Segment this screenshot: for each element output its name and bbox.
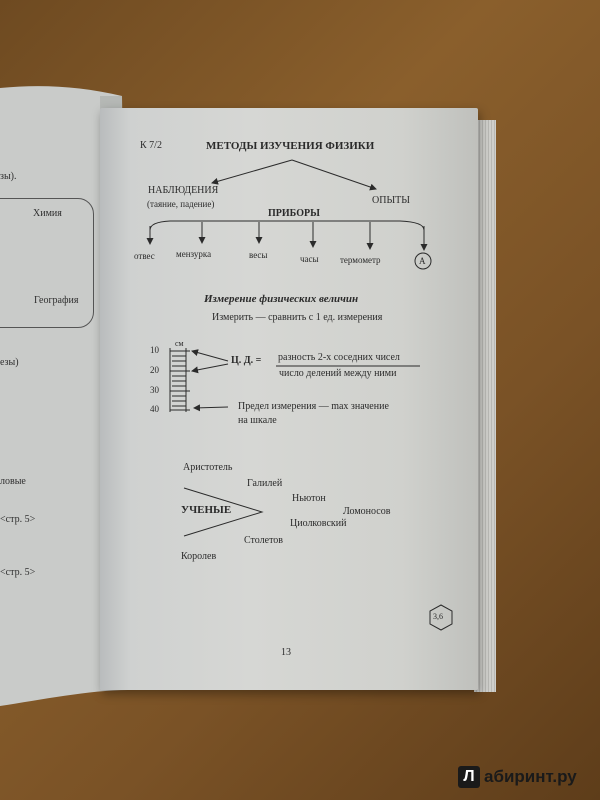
scientist-aristotle: Аристотель	[183, 462, 233, 473]
scale-tick-10: 10	[150, 345, 159, 355]
scientist-korolev: Королев	[181, 551, 217, 562]
labirint-logo	[458, 764, 577, 790]
labirint-logo-icon: Л	[458, 766, 480, 788]
scale-unit: см	[175, 339, 184, 348]
experiments-label: ОПЫТЫ	[372, 195, 410, 206]
scientists-label: УЧЕНЫЕ	[181, 504, 232, 516]
left-fragment-3: ловые	[0, 476, 26, 487]
division-denominator: число делений между ними	[279, 368, 397, 379]
scientist-galileo: Галилей	[247, 478, 283, 489]
scientist-lomonosov: Ломоносов	[343, 506, 391, 517]
instrument-scales: весы	[249, 250, 268, 260]
labirint-logo-text: абиринт.ру	[484, 767, 577, 786]
scientist-stoletov: Столетов	[244, 535, 284, 546]
instrument-beaker: мензурка	[176, 249, 212, 259]
scientist-tsiolkovsky: Циолковский	[290, 518, 347, 529]
observations-note: (таяние, падение)	[147, 199, 215, 209]
limit-line-2: на шкале	[238, 415, 277, 426]
measurement-definition: Измерить — сравнить с 1 ед. измерения	[212, 312, 383, 323]
scale-tick-20: 20	[150, 365, 159, 375]
left-label-chemistry: Химия	[33, 208, 62, 219]
left-ref-1: <стр. 5>	[0, 514, 36, 525]
scale-tick-30: 30	[150, 385, 159, 395]
scale-tick-40: 40	[150, 404, 159, 414]
left-label-geography: География	[34, 295, 79, 306]
instruments-header: ПРИБОРЫ	[268, 208, 320, 219]
page-number: 13	[281, 647, 291, 658]
measurement-title: Измерение физических величин	[204, 293, 359, 305]
page-title: МЕТОДЫ ИЗУЧЕНИЯ ФИЗИКИ	[206, 140, 375, 152]
observations-label: НАБЛЮДЕНИЯ	[148, 185, 219, 196]
left-fragment-1: зы).	[0, 171, 17, 182]
division-value-label: Ц. Д. =	[231, 355, 262, 366]
division-numerator: разность 2-х соседних чисел	[278, 352, 400, 363]
page-code: К 7/2	[140, 140, 162, 151]
instrument-plumb: отвес	[134, 251, 155, 261]
left-fragment-2: езы)	[0, 357, 19, 368]
ammeter-symbol: А	[419, 256, 426, 266]
section-badge: 3,6	[433, 612, 443, 621]
limit-line-1: Предел измерения — max значение	[238, 401, 389, 412]
left-ref-2: <стр. 5>	[0, 567, 36, 578]
instrument-clock: часы	[300, 254, 319, 264]
instrument-thermometer: термометр	[340, 255, 381, 265]
scientist-newton: Ньютон	[292, 493, 326, 504]
